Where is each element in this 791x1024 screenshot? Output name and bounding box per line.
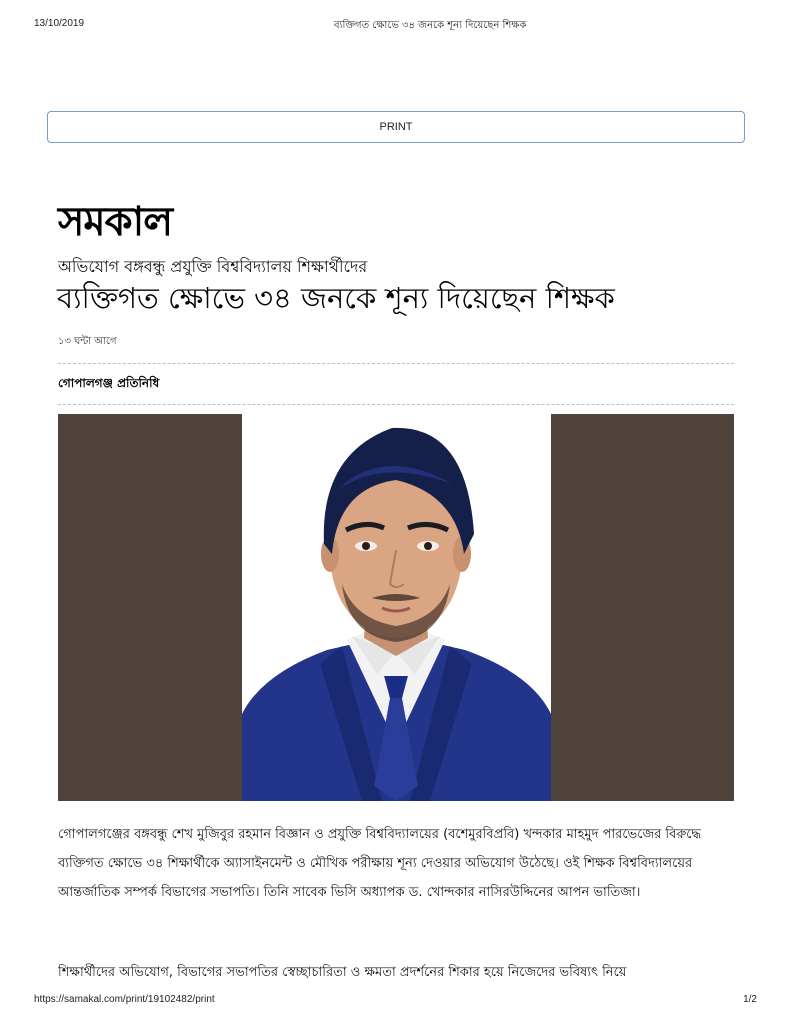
article-photo (242, 414, 551, 801)
print-footer (34, 994, 757, 1008)
print-button[interactable]: PRINT (47, 111, 745, 143)
article-headline: ব্যক্তিগত ক্ষোভে ৩৪ জনকে শূন্য দিয়েছেন শিক্ষক (57, 281, 615, 315)
divider-top (58, 363, 734, 364)
article-paragraph-1: গোপালগঞ্জের বঙ্গবন্ধু শেখ মুজিবুর রহমান বিজ্ঞান ও প্রযুক্তি বিশ্ববিদ্যালয়ের (বশেমুরবিপ্রবি) খন্দকার মাহমুদ পারভেজের বিরুদ্ধে ব্যক্তিগত ক্ষোভে ৩৪ শিক্ষার্থীকে অ্যাসাইনমেন্ট ও মৌখিক পরীক্ষায় শূন্য দেওয়ার অভিযোগ উঠেছে। ওই শিক্ষক বিশ্ববিদ্যালয়ের আন্তর্জাতিক সম্পর্ক বিভাগের সভাপতি। তিনি সাবেক ভিসি অধ্যাপক ড. খোন্দকার নাসিরউদ্দিনের আপন ভাতিজা। (58, 827, 702, 900)
article-paragraph-2: শিক্ষার্থীদের অভিযোগ, বিভাগের সভাপতির স্বেচ্ছাচারিতা ও ক্ষমতা প্রদর্শনের শিকার হয়ে নিজেদের ভবিষ্যৎ নিয়ে (58, 965, 627, 980)
article-kicker: অভিযোগ বঙ্গবন্ধু প্রযুক্তি বিশ্ববিদ্যালয় শিক্ষার্থীদের (58, 257, 368, 276)
print-date: 13/10/2019 (34, 18, 85, 29)
article-photo-frame (58, 414, 734, 801)
page-number: 1/2 (743, 994, 757, 1005)
divider-bottom (58, 404, 734, 405)
article-byline: গোপালগঞ্জ প্রতিনিধি (58, 376, 160, 390)
brand-logo: সমকাল (58, 198, 173, 245)
portrait-image (242, 414, 551, 801)
article-timestamp: ১৩ ঘন্টা আগে (58, 336, 117, 347)
print-header (34, 18, 757, 34)
print-page-title: ব্যক্তিগত ক্ষোভে ৩৪ জনকে শূন্য দিয়েছেন শিক্ষক (334, 20, 527, 31)
print-url: https://samakal.com/print/19102482/print (34, 994, 215, 1005)
